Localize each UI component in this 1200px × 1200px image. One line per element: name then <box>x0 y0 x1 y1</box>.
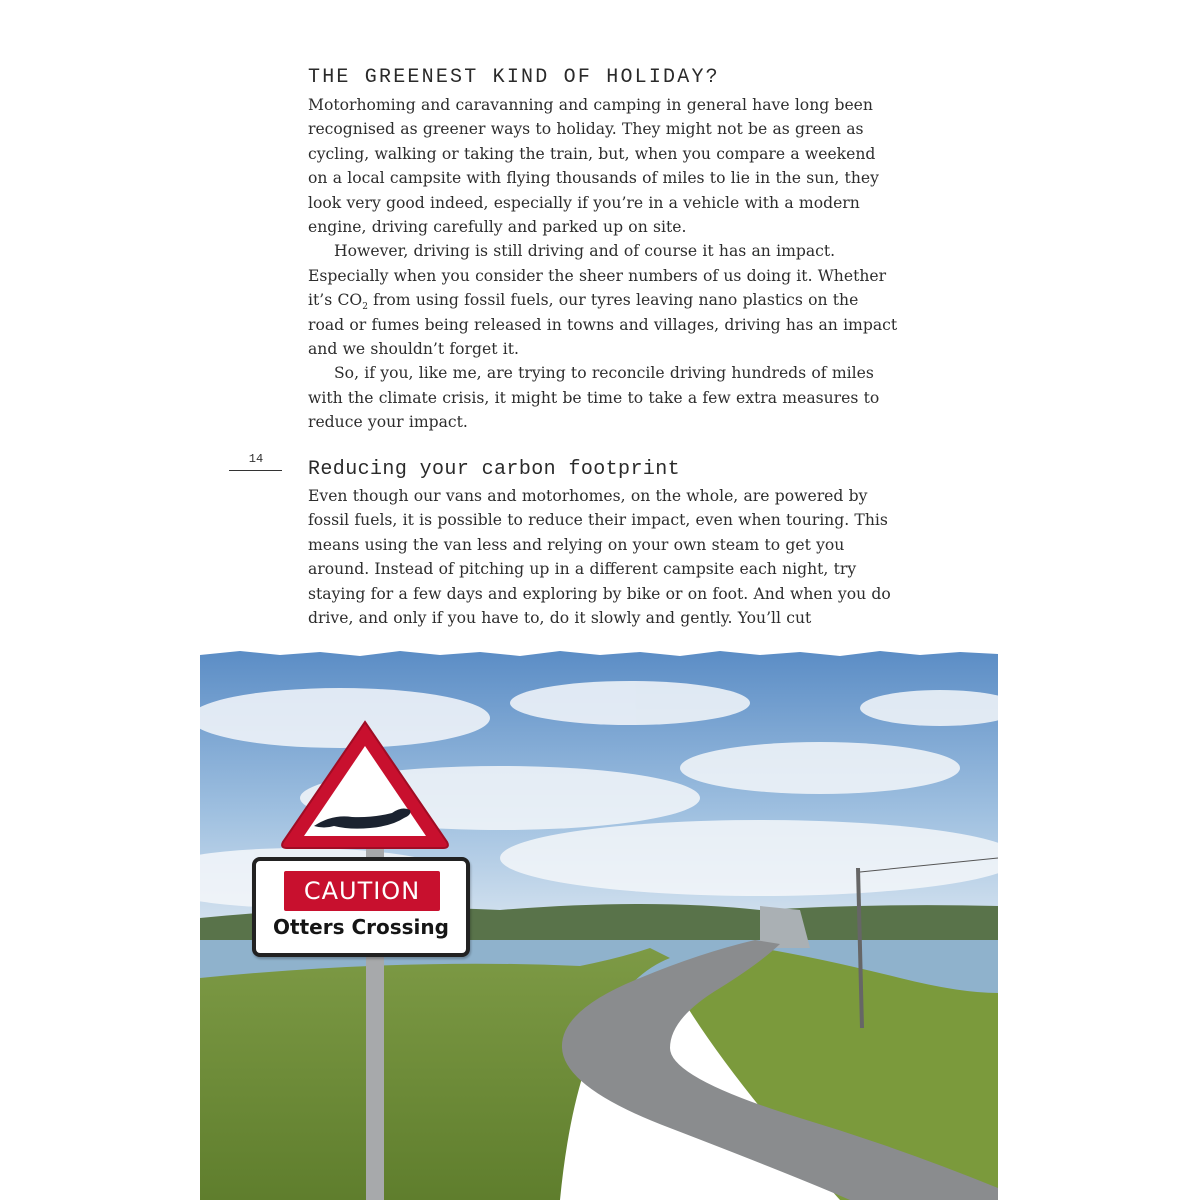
sign-caution-text: CAUTION <box>303 877 421 905</box>
paragraph: Even though our vans and motorhomes, on the whole, are powered by fossil fuels, it is possible to reduce their impact, even when touring. This means using the van less and relying on your own steam to get you around. Instead of pitching up in a different campsite each night, try staying for a few days and exploring by bike or on foot. And when you do drive, and only if you have to, do it slowly and gently. You’ll cut <box>308 487 891 628</box>
paragraph-text: However, driving is still driving and of course it has an impact. Especially when you consider the sheer numbers of us doing it. Whether it’s CO <box>308 242 887 310</box>
road-sign <box>252 714 470 1200</box>
sign-otters-crossing-text: Otters Crossing <box>273 915 449 939</box>
paragraph-text: from using fossil fuels, our tyres leaving nano plastics on the road or fumes being released in towns and villages, driving has an impact and we shouldn’t forget it. <box>308 291 898 359</box>
paragraph: So, if you, like me, are trying to reconcile driving hundreds of miles with the climate crisis, it might be time to take a few extra measures to reduce your impact. <box>308 364 880 432</box>
section-body-carbon-footprint <box>308 484 898 630</box>
sign-graphics <box>252 714 470 1200</box>
section-body-greenest-holiday <box>308 93 898 435</box>
page-number-rule <box>229 470 282 471</box>
caution-box <box>284 871 440 911</box>
sign-plate <box>252 857 470 957</box>
section-heading-carbon-footprint: Reducing your carbon footprint <box>308 458 681 481</box>
paragraph: Motorhoming and caravanning and camping in general have long been recognised as greener ways to holiday. They might not be as green as cycling, walking or taking the train, but, when you compare a weekend on a local campsite with flying thousands of miles to lie in the sun, they look very good indeed, especially if you’re in a vehicle with a modern engine, driving carefully and parked up on site. <box>308 96 879 237</box>
section-heading-greenest-holiday: THE GREENEST KIND OF HOLIDAY? <box>308 66 720 89</box>
paragraph <box>308 239 898 361</box>
subscript: 2 <box>362 302 368 313</box>
page-number: 14 <box>248 452 264 466</box>
